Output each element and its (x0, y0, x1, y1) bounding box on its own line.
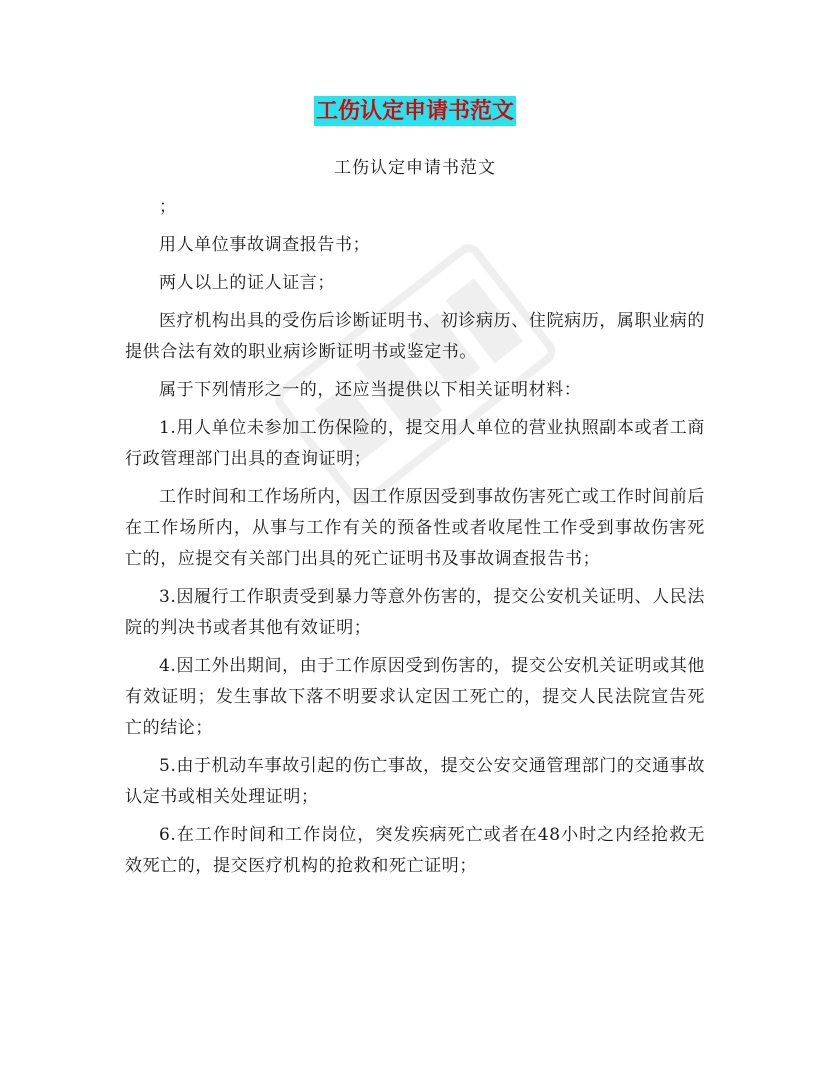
title-container (0, 96, 830, 126)
paragraph: 用人单位事故调查报告书； (159, 235, 371, 255)
paragraph: 1.用人单位未参加工伤保险的，提交用人单位的营业执照副本或者工商行政管理部门出具的查询证明； (125, 418, 705, 469)
document-body (125, 192, 705, 882)
paragraph: 医疗机构出具的受伤后诊断证明书、初诊病历、住院病历，属职业病的提供合法有效的职业病诊断证明书或鉴定书。 (125, 311, 705, 362)
document-subtitle: 工伤认定申请书范文 (334, 158, 496, 178)
paragraph: ； (159, 197, 177, 217)
paragraph: 5.由于机动车事故引起的伤亡事故，提交公安交通管理部门的交通事故认定书或相关处理证明； (125, 756, 705, 807)
paragraph: 4.因工外出期间，由于工作原因受到伤害的，提交公安机关证明或其他有效证明；发生事故下落不明要求认定因工死亡的，提交人民法院宣告死亡的结论； (125, 656, 705, 738)
paragraph: 6.在工作时间和工作岗位，突发疾病死亡或者在48小时之内经抢救无效死亡的，提交医疗机构的抢救和死亡证明； (125, 825, 705, 876)
paragraph: 两人以上的证人证言； (159, 273, 335, 293)
paragraph: 工作时间和工作场所内，因工作原因受到事故伤害死亡或工作时间前后在工作场所内，从事与工作有关的预备性或者收尾性工作受到事故伤害死亡的，应提交有关部门出具的死亡证明书及事故调查报告书； (125, 487, 705, 569)
paragraph: 3.因履行工作职责受到暴力等意外伤害的，提交公安机关证明、人民法院的判决书或者其他有效证明； (125, 587, 705, 638)
document-title: 工伤认定申请书范文 (315, 98, 514, 124)
paragraph: 属于下列情形之一的，还应当提供以下相关证明材料： (159, 380, 582, 400)
